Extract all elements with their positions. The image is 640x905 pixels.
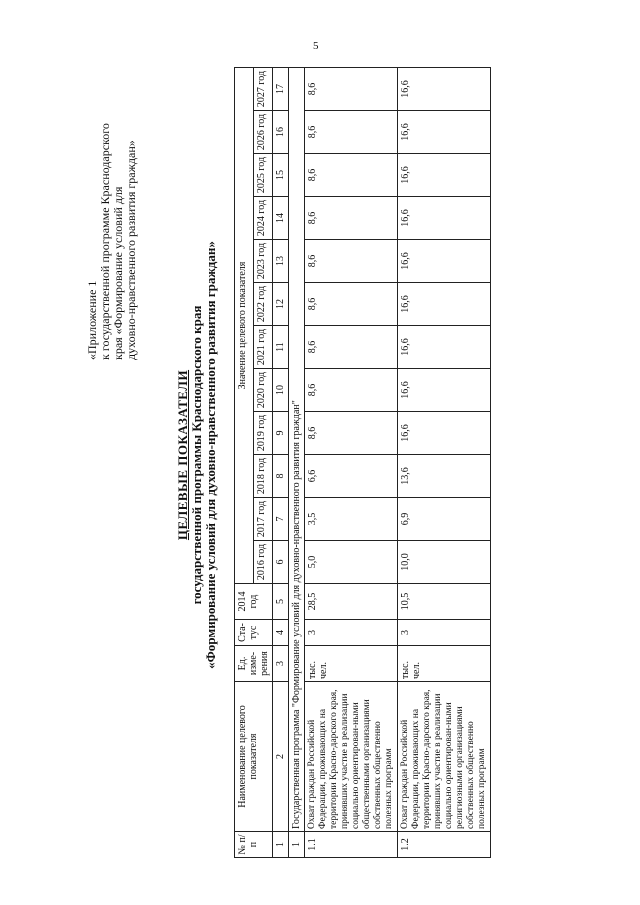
header-year: 2026 год (254, 111, 273, 154)
header-year: 2023 год (254, 240, 273, 283)
header-year: 2018 год (254, 455, 273, 498)
row-value: 13,6 (398, 455, 491, 498)
row-value: 8,6 (305, 197, 398, 240)
rotated-page (84, 50, 584, 860)
column-number: 16 (273, 111, 289, 154)
program-title: Государственная программа "Формирование условий для духовно-нравственного развития граждан" (289, 67, 305, 831)
column-number: 4 (273, 620, 289, 646)
row-value: 16,6 (398, 154, 491, 197)
row-value: 8,6 (305, 326, 398, 369)
table-row (398, 67, 491, 857)
header-row (235, 67, 254, 857)
header-base-year: 2014 год (235, 584, 273, 620)
column-number: 1 (273, 832, 289, 858)
row-status: 3 (305, 620, 398, 646)
row-value: 16,6 (398, 412, 491, 455)
column-number: 11 (273, 326, 289, 369)
appendix-line: края «Формирование условий для (111, 186, 125, 360)
indicators-table (234, 67, 491, 858)
row-unit: тыс. чел. (398, 646, 491, 682)
column-number: 15 (273, 154, 289, 197)
header-year: 2016 год (254, 541, 273, 584)
column-number: 5 (273, 584, 289, 620)
row-value: 16,6 (398, 67, 491, 110)
row-value: 16,6 (398, 326, 491, 369)
heading-subtitle: государственной программы Краснодарского края (189, 305, 204, 605)
document-heading (176, 50, 218, 860)
row-value: 16,6 (398, 111, 491, 154)
row-value: 16,6 (398, 240, 491, 283)
header-year: 2027 год (254, 67, 273, 110)
appendix-line: «Приложение 1 (85, 280, 99, 360)
column-number: 6 (273, 541, 289, 584)
header-year: 2019 год (254, 412, 273, 455)
header-year: 2020 год (254, 369, 273, 412)
row-base: 10,5 (398, 584, 491, 620)
header-value: Значение целевого показателя (235, 67, 254, 583)
row-value: 16,6 (398, 369, 491, 412)
row-value: 8,6 (305, 67, 398, 110)
column-number-row (273, 67, 289, 857)
row-value: 16,6 (398, 283, 491, 326)
row-name: Охват граждан Российской Федерации, проживающих на территории Красно-дарского края, принявших участие в реализации социально ориентирован-ными религиозными организациями собственных общественно полезных программ (398, 682, 491, 832)
header-year: 2021 год (254, 326, 273, 369)
row-unit: тыс. чел. (305, 646, 398, 682)
column-number: 13 (273, 240, 289, 283)
appendix-line: духовно-нравственного развития граждан» (124, 140, 138, 360)
column-number: 7 (273, 498, 289, 541)
column-number: 14 (273, 197, 289, 240)
column-number: 9 (273, 412, 289, 455)
appendix-line: к государственной программе Краснодарского (98, 123, 112, 360)
row-value: 8,6 (305, 369, 398, 412)
column-number: 10 (273, 369, 289, 412)
row-value: 10,0 (398, 541, 491, 584)
row-value: 8,6 (305, 154, 398, 197)
header-year: 2024 год (254, 197, 273, 240)
column-number: 8 (273, 455, 289, 498)
header-year: 2022 год (254, 283, 273, 326)
column-number: 2 (273, 682, 289, 832)
heading-title: ЦЕЛЕВЫЕ ПОКАЗАТЕЛИ (175, 369, 190, 541)
header-year: 2025 год (254, 154, 273, 197)
row-value: 3,5 (305, 498, 398, 541)
row-value: 8,6 (305, 240, 398, 283)
heading-program-name: «Формирование условий для духовно-нравственного развития граждан» (203, 241, 218, 669)
header-status: Ста-тус (235, 620, 273, 646)
row-name: Охват граждан Российской Федерации, проживающих на территории Красно-дарского края, принявших участие в реализации социально ориентирован-ными общественными организациями собственных общественно полезных программ (305, 682, 398, 832)
row-value: 8,6 (305, 412, 398, 455)
row-value: 8,6 (305, 111, 398, 154)
column-number: 17 (273, 67, 289, 110)
program-row (289, 67, 305, 857)
header-unit: Ед. изме-рения (235, 646, 273, 682)
header-year: 2017 год (254, 498, 273, 541)
row-value: 6,9 (398, 498, 491, 541)
appendix-note (86, 60, 138, 360)
row-value: 5,0 (305, 541, 398, 584)
program-num: 1 (289, 832, 305, 858)
table-row (305, 67, 398, 857)
row-num: 1.1 (305, 832, 398, 858)
header-num: № п/п (235, 832, 273, 858)
column-number: 12 (273, 283, 289, 326)
column-number: 3 (273, 646, 289, 682)
row-value: 16,6 (398, 197, 491, 240)
header-name: Наименование целевого показателя (235, 682, 273, 832)
page-number: 5 (313, 40, 319, 52)
row-base: 28,5 (305, 584, 398, 620)
row-num: 1.2 (398, 832, 491, 858)
row-value: 8,6 (305, 283, 398, 326)
row-value: 6,6 (305, 455, 398, 498)
row-status: 3 (398, 620, 491, 646)
